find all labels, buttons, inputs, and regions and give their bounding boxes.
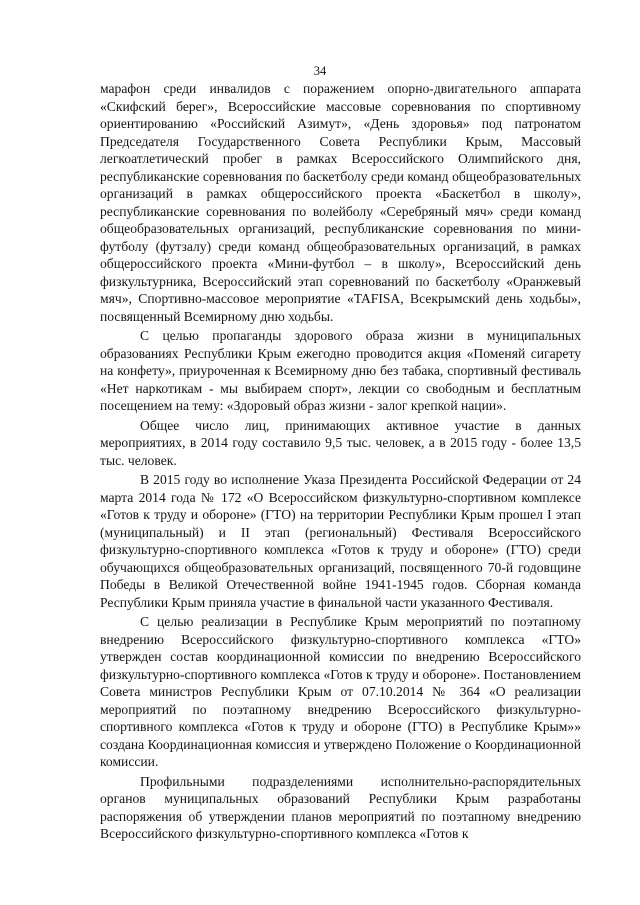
page-number: 34 xyxy=(313,64,327,78)
paragraph-events-list: марафон среди инвалидов с поражением опорно-двигательного аппарата «Скифский берег», Всероссийские массовые соревнования по спортивному ориентированию «Российский Азимут», «День здоровья» под патронатом Председателя Государственного Совета Республики Крым, Массовый легкоатлетический пробег в рамках Всероссийского Олимпийского дня, республиканские соревнования по баскетболу среди команд общеобразовательных организаций в рамках общероссийского проекта «Баскетбол в школу», республиканские соревнования по волейболу «Серебряный мяч» среди команд общеобразовательных организаций, республиканские соревнования по мини-футболу (футзалу) среди команд общеобразовательных организаций, в рамках общероссийского проекта «Мини-футбол – в школу», Всероссийский день физкультурника, Всероссийский этап соревнований по баскетболу «Оранжевый мяч», Спортивно-массовое мероприятие «TAFISA, Всекрымский день ходьбы», посвященный Всемирному дню ходьбы. xyxy=(100,81,581,324)
body-text xyxy=(100,80,581,845)
paragraph-gto-festival: В 2015 году во исполнение Указа Президента Российской Федерации от 24 марта 2014 года № 172 «О Всероссийском физкультурно-спортивном комплексе «Готов к труду и обороне» (ГТО) на территории Республики Крым прошел I этап (муниципальный) и II этап (региональный) Фестиваля Всероссийского физкультурно-спортивного комплекса «Готов к труду и обороне» (ГТО) среди обучающихся общеобразовательных организаций, посвященного 70-й годовщине Победы в Великой Отечественной войне 1941-1945 годов. Сборная команда Республики Крым приняла участие в финальной части указанного Фестиваля. xyxy=(100,472,581,610)
paragraph-gto-commission: С целью реализации в Республике Крым мероприятий по поэтапному внедрению Всероссийского физкультурно-спортивного комплекса «ГТО» утвержден состав координационной комиссии по внедрению Всероссийского физкультурно-спортивного комплекса «Готов к труду и обороне». Постановлением Совета министров Республики Крым от 07.10.2014 № 364 «О реализации мероприятий по поэтапному внедрению Всероссийского физкультурно-спортивного комплекса «Готов к труду и обороне (ГТО) в Республике Крым»» создана Координационная комиссия и утверждено Положение о Координационной комиссии. xyxy=(100,614,581,769)
paragraph-participants-count: Общее число лиц, принимающих активное участие в данных мероприятиях, в 2014 году составило 9,5 тыс. человек, а в 2015 году - более 13,5 тыс. человек. xyxy=(100,417,581,468)
paragraph-healthy-lifestyle: С целью пропаганды здорового образа жизни в муниципальных образованиях Республики Крым ежегодно проводится акция «Поменяй сигарету на конфету», приуроченная к Всемирному дню без табака, спортивный фестиваль «Нет наркотикам - мы выбираем спорт», лекции со свободным и бесплатным посещением на тему: «Здоровый образ жизни - залог крепкой нации». xyxy=(100,328,581,413)
paragraph-municipal-orders: Профильными подразделениями исполнительно-распорядительных органов муниципальных образований Республики Крым разработаны распоряжения об утверждении планов мероприятий по поэтапному внедрению Всероссийского физкультурно-спортивного комплекса «Готов к xyxy=(100,773,581,841)
